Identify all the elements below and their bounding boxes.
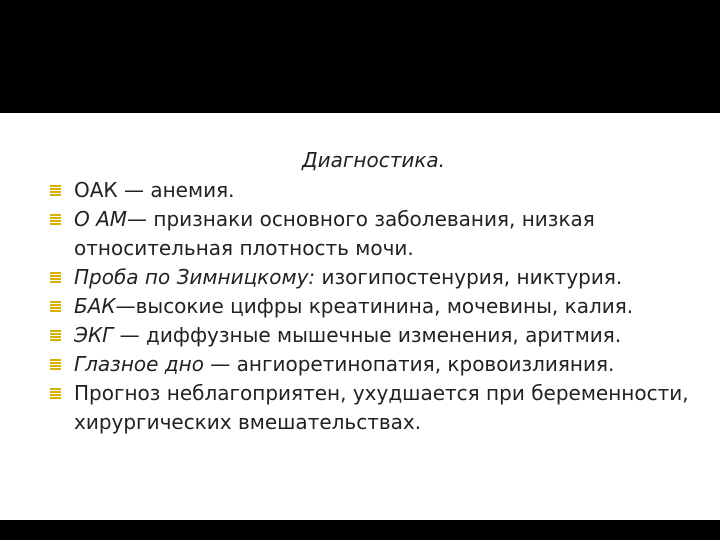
bullet-square-icon bbox=[50, 185, 61, 196]
item-lead: Глазное дно bbox=[74, 352, 204, 376]
item-lead: БАК bbox=[74, 294, 116, 318]
list-item bbox=[50, 379, 700, 437]
bottom-black-band bbox=[0, 520, 720, 540]
bullet-square-icon bbox=[50, 272, 61, 283]
bullet-square-icon bbox=[50, 330, 61, 341]
bullet-square-icon bbox=[50, 388, 61, 399]
item-text: Прогноз неблагоприятен, ухудшается при беременности, хирургических вмешательствах. bbox=[74, 381, 689, 434]
slide-title: Диагностика. bbox=[302, 148, 446, 172]
item-lead: Проба по Зимницкому: bbox=[74, 265, 316, 289]
item-text: — диффузные мышечные изменения, аритмия. bbox=[113, 323, 622, 347]
bullet-square-icon bbox=[50, 359, 61, 370]
item-text: — ангиоретинопатия, кровоизлияния. bbox=[203, 352, 615, 376]
list-item bbox=[50, 321, 700, 350]
bullet-square-icon bbox=[50, 301, 61, 312]
list-item bbox=[50, 350, 700, 379]
list-item bbox=[50, 292, 700, 321]
list-item bbox=[50, 263, 700, 292]
item-lead: ЭКГ bbox=[74, 323, 114, 347]
top-black-band bbox=[0, 0, 720, 113]
list-item bbox=[50, 205, 700, 263]
item-text: — анемия. bbox=[117, 178, 235, 202]
item-text: —высокие цифры креатинина, мочевины, калия. bbox=[115, 294, 634, 318]
item-lead: О АМ bbox=[74, 207, 128, 231]
item-text: изогипостенурия, никтурия. bbox=[315, 265, 623, 289]
bullet-square-icon bbox=[50, 214, 61, 225]
bullet-list bbox=[50, 176, 700, 437]
item-lead: ОАК bbox=[74, 178, 118, 202]
list-item bbox=[50, 176, 700, 205]
item-text: — признаки основного заболевания, низкая относительная плотность мочи. bbox=[74, 207, 595, 260]
